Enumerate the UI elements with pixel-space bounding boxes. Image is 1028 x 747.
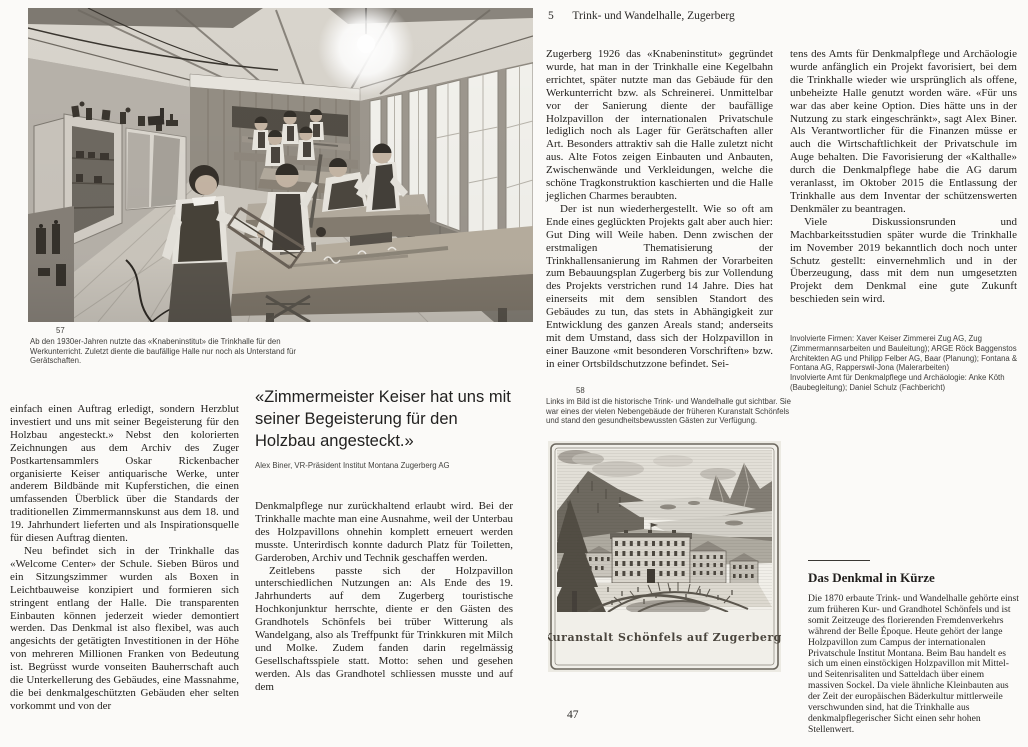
left-column-1 bbox=[10, 403, 239, 713]
engraving-scene bbox=[550, 450, 772, 616]
postcard-caption: Kuranstalt Schönfels auf Zugerberg. bbox=[548, 631, 781, 644]
photo-caption-57 bbox=[30, 326, 306, 366]
caption-number: 57 bbox=[56, 326, 65, 335]
workshop-photo-svg bbox=[28, 8, 533, 322]
chapter-title: Trink- und Wandelhalle, Zugerberg bbox=[572, 10, 735, 22]
postcard-engraving bbox=[548, 441, 781, 672]
caption-text: Links im Bild ist die historische Trink- und Wandelhalle gut sichtbar. Sie war eines der vielen Nebengebäude der früheren Kuranstalt Schönfels und stand den gesundheitsbewussten Gästen zur Verfügung. bbox=[546, 396, 791, 426]
body-paragraph: Neu befindet sich in der Trinkhalle das «Welcome Center» der Schule. Sieben Büros und ein Sitzungszimmer wurden als Boxen in Leichtbauweise konzipiert und formieren sich stringent entlang der Halle. Die transparenten Einbauten können jederzeit wieder demontiert werden. Das Denkmal ist also flexibel, was auch angesichts der getätigten Investitionen in der Höhe von mehreren Millionen Franken von Bedeutung ist. Begrüsst wurde vonseiten Bauherrschaft auch die Unterkellerung des Gebäudes, eine Massnahme, die bei denkmalgeschützten Gebäuden eher selten vorkommt und von der bbox=[10, 544, 239, 712]
sidebar-heading: Das Denkmal in Kürze bbox=[808, 570, 935, 585]
caption-number: 58 bbox=[576, 386, 585, 395]
pull-quote-attribution: Alex Biner, VR-Präsident Institut Montana Zugerberg AG bbox=[255, 461, 450, 470]
denkmal-in-kuerze-box bbox=[808, 560, 1020, 745]
workshop-photo bbox=[28, 8, 533, 322]
caption-text: Ab den 1930er-Jahren nutzte das «Knabeninstitut» die Trinkhalle für den Werkunterricht. Zuletzt diente die baufällige Halle nur noch als Unterstand für Gerätschaften. bbox=[30, 336, 296, 366]
body-paragraph: Zeitlebens passte sich der Holzpavillon unterschiedlichen Nutzungen an: Als Ende des 19. Jahrhunderts auf dem Zugerberg touristische Hochkonjunktur herrschte, diente er den Gästen des Grandhotels Schönfels bei trüber Witterung als Wandelgang, also als Treffpunkt für Trinkkuren mit Milch und Molke. Zudem fanden darin regelmässig Gesellschaftsspiele statt. Motto: sehen und gesehen werden. Als das Grandhotel schliessen musste und auf dem bbox=[255, 564, 513, 693]
body-paragraph: Viele Diskussionsrunden und Machbarkeitsstudien später wurde die Trinkhalle im November 2019 bekanntlich doch noch unter Schutz gestellt: einvernehmlich und in der Überzeugung, dass mit dem nun umgesetzten Projekt dem Denkmal eine gute Zukunft beschieden sein wird. bbox=[790, 215, 1017, 306]
left-column-2 bbox=[255, 386, 513, 694]
chapter-header bbox=[548, 10, 735, 22]
chapter-number: 5 bbox=[548, 10, 554, 22]
body-paragraph: einfach einen Auftrag erledigt, sondern Herzblut investiert und uns mit seiner Begeisterung für den Holzbau angesteckt.» Nebst den kolorierten Zeichnungen aus dem Archiv des Zuger Postkartensammlers Oskar Rickenbacher organisierte Keiser antiquarische Werke, unter anderem Bildbände mit Kupferstichen, die einen umfassenden Überblick über die Standards der traditionellen Zimmermannskunst aus dem 18. und 19. Jahrhundert lieferten und als Inspirationsquelle für diesen Auftrag dienten. bbox=[10, 403, 239, 545]
photo-caption-58 bbox=[546, 386, 798, 426]
body-paragraph: Denkmalpflege nur zurückhaltend erlaubt wird. Bei der Trinkhalle machte man eine Ausnahme, weil der Unterbau des Holzpavillons ohnehin komplett erneuert werden musste. Unterirdisch konnte dadurch Platz für Toiletten, Garderoben, Archiv und Technik geschaffen werden. bbox=[255, 500, 513, 564]
credits-office: Involvierte Amt für Denkmalpflege und Archäologie: Anke Köth (Baubegleitung); Daniel Schulz (Fachbericht) bbox=[790, 373, 1005, 392]
right-column-2 bbox=[790, 48, 1017, 306]
pull-quote: «Zimmermeister Keiser hat uns mit seiner Begeisterung für den Holzbau angesteckt.» bbox=[255, 388, 511, 450]
body-paragraph: tens des Amts für Denkmalpflege und Archäologie wurde anfänglich ein Projekt favorisiert, bei dem die Trinkhalle wieder wie ursprünglich als offene, unbeheizte Halle genutzt worden wäre. «Für uns war das aber keine Option. Dies hätte uns in der Nutzung zu stark eingeschränkt», sagt Alex Biner. Als Verantwortlicher für die Finanzen müsse er auch die Wirtschaftlichkeit der Privatschule im Auge behalten. Die Favorisierung der «Kalthalle» durch die Denkmalpflege habe die AG darum veranlasst, im Oktober 2015 die Entlassung der Trinkhalle aus dem Inventar der schützenswerten Denkmäler zu beantragen. bbox=[790, 48, 1017, 215]
project-credits bbox=[790, 334, 1020, 393]
right-column-1 bbox=[546, 48, 773, 371]
page-number: 47 bbox=[567, 709, 579, 721]
section-rule bbox=[808, 560, 870, 561]
body-paragraph: Der ist nun wiederhergestellt. Wie so oft am Ende eines geglückten Projekts galt aber auch hier: Gut Ding will Weile haben. Denn zwischen der erstmaligen Thematisierung der Trinkhallensanierung im Rahmen der Vorarbeiten zum Bebauungsplan Zugerberg bis zur Vollendung des Projekts verstrichen rund 14 Jahre. Dies hat einerseits mit dem sensiblen Standort des Gebäudes zu tun, das stets in Abhängigkeit zur Entwicklung des ganzen Areals stand; anderseits mit dem Umstand, dass sich der Holzpavillon in einer Bauzone «mit besonderen Vorschriften» bzw. in einer Ortsbildschutzzone befindet. Sei- bbox=[546, 202, 773, 370]
credits-firms: Involvierte Firmen: Xaver Keiser Zimmerei Zug AG, Zug (Zimmermannsarbeiten und Bauleitung); ARGE Röck Baggenstos Architekten AG und Philipp Felber AG, Baar (Planung); Fontana & Fontana AG, Rapperswil-Jona (Malerarbeiten) bbox=[790, 334, 1018, 373]
postcard-svg bbox=[548, 441, 781, 672]
sidebar-text: Die 1870 erbaute Trink- und Wandelhalle gehörte einst zum früheren Kur- und Grandhotel Schönfels und ist somit Zeitzeuge des florierenden Fremdenverkehrs während der Belle Époque. Heute gehört der lange Holzpavillon zum Campus der internationalen Privatschule Institut Montana. Beim Bau handelt es sich um einen einstöckigen Holzpavillon mit Mittel- und Seitenrisaliten und Satteldach über einem massiven Sockel. Da viele ähnliche Kleinbauten aus der Zeit der europäischen Bäderkultur mittlerweile verschwunden sind, hat die Trinkhalle aus denkmalpflegerischer Sicht einen sehr hohen Stellenwert. bbox=[808, 593, 1019, 735]
body-paragraph: Zugerberg 1926 das «Knabeninstitut» gegründet wurde, hat man in der Trinkhalle eine Kegelbahn errichtet, später nutzte man das Gebäude für den Werkunterricht bzw. als Schreinerei. Unmittelbar vor der Sanierung diente der baufällige Holzpavillon der internationalen Privatschule lediglich noch als Lager für Gerätschaften aller Art. Besonders attraktiv sah die Halle zuletzt nicht aus. Alte Fotos zeigen Einbauten und Anbauten, Zwischenwände und Verkleidungen, welche die schöne Tragkonstruktion kaschierten und die Halle jeglichen Charmes beraubten. bbox=[546, 48, 773, 202]
